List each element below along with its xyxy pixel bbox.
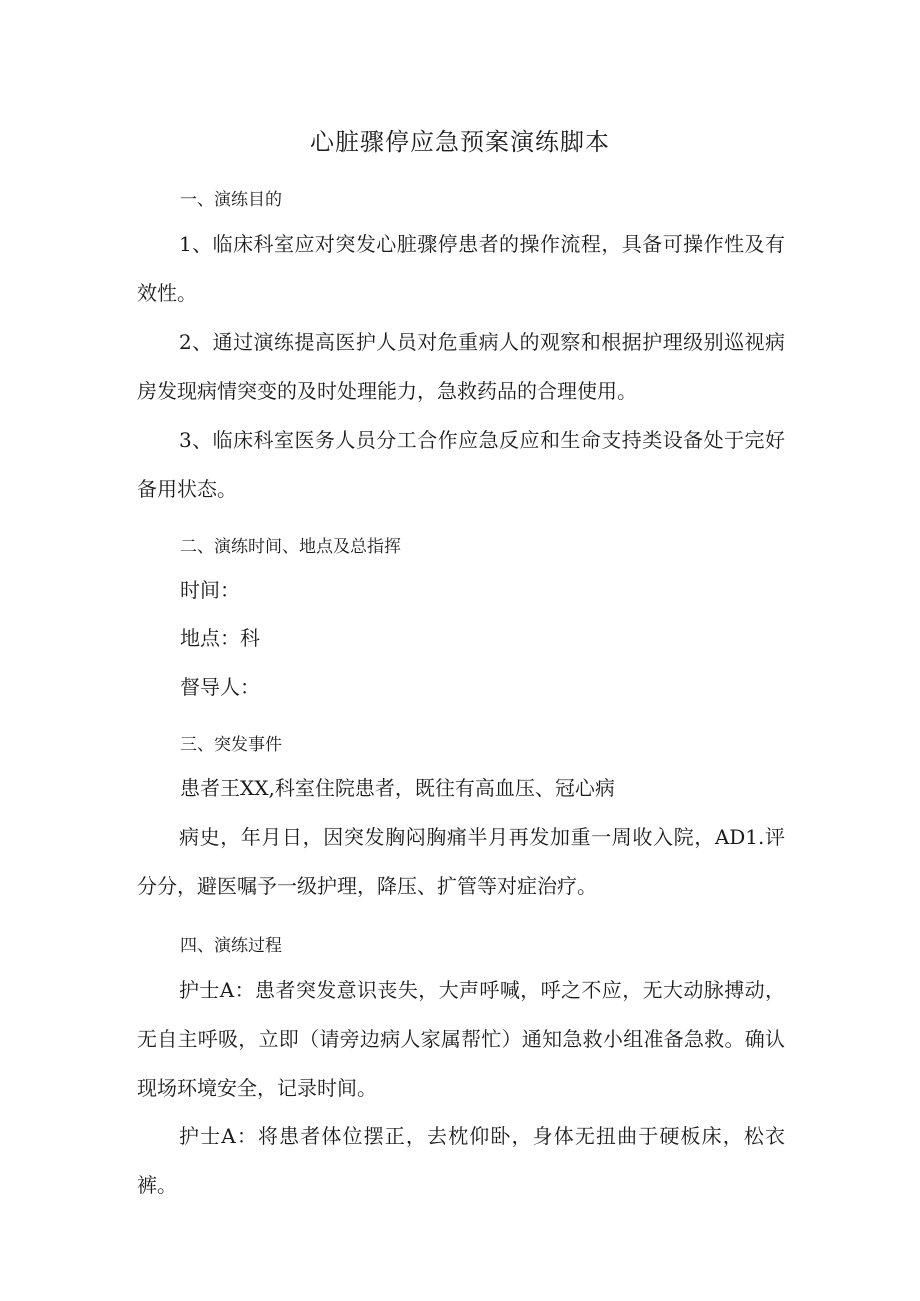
process-item-1: 护士A：患者突发意识丧失，大声呼喊，呼之不应，无大动脉搏动，无自主呼吸，立即（请旁边病人家属帮忙）通知急救小组准备急救。确认现场环境安全，记录时间。 <box>137 978 785 1100</box>
purpose-item-3: 3、临床科室医务人员分工合作应急反应和生命支持类设备处于完好备用状态。 <box>137 428 785 501</box>
section-heading-incident: 三、突发事件 <box>180 735 282 755</box>
supervisor-line: 督导人： <box>180 675 260 699</box>
time-line: 时间： <box>180 578 240 602</box>
incident-history: 病史，年月日，因突发胸闷胸痛半月再发加重一周收入院，AD1.评分分，避医嘱予一级护理，降压、扩管等对症治疗。 <box>137 825 785 898</box>
section-heading-process: 四、演练过程 <box>180 936 282 956</box>
purpose-item-1: 1、临床科室应对突发心脏骤停患者的操作流程，具备可操作性及有效性。 <box>137 232 785 305</box>
purpose-item-2: 2、通过演练提高医护人员对危重病人的观察和根据护理级别巡视病房发现病情突变的及时处理能力，急救药品的合理使用。 <box>137 330 785 403</box>
process-item-2: 护士A：将患者体位摆正，去枕仰卧，身体无扭曲于硬板床，松衣裤。 <box>137 1124 785 1197</box>
place-line: 地点：科 <box>180 626 260 650</box>
document-title: 心脏骤停应急预案演练脚本 <box>310 128 610 156</box>
section-heading-time-place: 二、演练时间、地点及总指挥 <box>180 537 401 557</box>
section-heading-purpose: 一、演练目的 <box>180 190 282 210</box>
incident-patient-line: 患者王XX,科室住院患者，既往有高血压、冠心病 <box>180 776 615 800</box>
